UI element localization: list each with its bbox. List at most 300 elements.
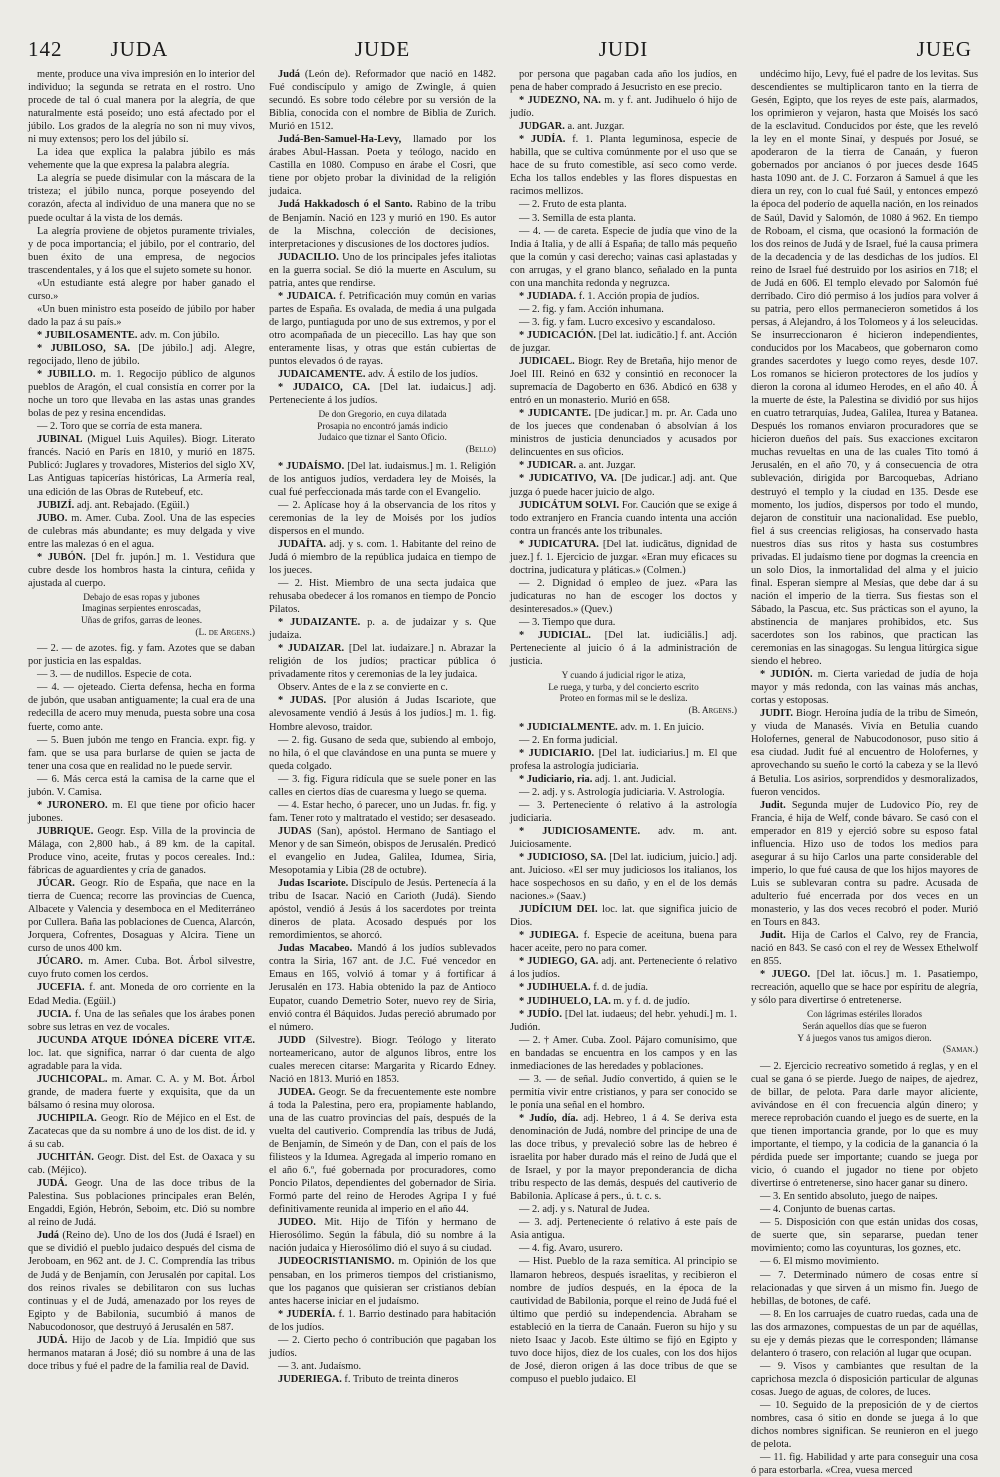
dictionary-entry	[28, 146, 255, 172]
column-2	[269, 68, 496, 1477]
entry-headword: * JUDICACIÓN.	[519, 329, 596, 341]
entry-headword: * JUDERÍA.	[278, 1308, 336, 1320]
entry-definition: — 4. Conjunto de buenas cartas.	[760, 1204, 896, 1216]
entry-headword: JUCIA.	[37, 1008, 72, 1020]
entry-definition: [De judicar.] m. pr. Ar. Cada uno de los jueces que condenaban ó absolvían á los ministros de justicia denunciados y acusados por delincuentes en sus oficios.	[510, 408, 737, 459]
entry-definition: f. d. de judía.	[593, 982, 649, 994]
quote-line: Imaginas serpientes enroscadas,	[81, 604, 201, 615]
dictionary-entry	[510, 133, 737, 198]
dictionary-entry	[510, 1203, 737, 1216]
entry-headword: JUDÁ.	[37, 1178, 68, 1190]
entry-definition: [Por alusión á Judas Iscariote, que alevosamente vendió á Jesús á los judíos.] m. 1. fig. Hombre alevoso, traidor.	[269, 695, 496, 733]
entry-headword: * JUDICIAL.	[519, 630, 591, 642]
dictionary-entry	[751, 1190, 978, 1203]
entry-definition: m. Opinión de los que pensaban, en los primeros tiempos del cristianismo, que los paganos que quisieran ser cristianos debían antes hacerse iniciar en el judaísmo.	[269, 1256, 496, 1307]
dictionary-entry	[269, 877, 496, 942]
entry-headword: * JUBILOSO, SA.	[37, 342, 130, 354]
entry-headword: JUBRIQUE.	[37, 825, 94, 837]
header-cell-3	[510, 37, 737, 62]
dictionary-entry	[28, 825, 255, 877]
dictionary-entry	[269, 1216, 496, 1255]
entry-definition: [De júbilo.] adj. Alegre, regocijado, lleno de júbilo.	[28, 342, 255, 368]
entry-headword: JUDAICAMENTE.	[278, 369, 366, 381]
quote-line: Y á juegos vanos tus amigos dieron.	[797, 1033, 932, 1044]
column-4	[751, 68, 978, 1477]
dictionary-entry	[510, 538, 737, 577]
quote-line: Judaico que tiznar el Santo Oficio.	[318, 433, 447, 444]
dictionary-entry	[510, 929, 737, 955]
dictionary-entry	[269, 694, 496, 733]
entry-definition: «Un estudiante está alegre por haber ganado el curso.»	[28, 277, 255, 302]
entry-definition: f. 1. Acción propia de judíos.	[578, 290, 700, 302]
entry-definition: Segunda mujer de Ludovico Pío, rey de Francia, é hija de Welf, conde bávaro. Se casó con el emperador en 819 y ejerció sobre su esposo fatal influencia. Hizo uso de todos los medios para asegurar á su hijo Carlos una parte considerable del imperio, lo que fué causa de que los hijos mayores de Luis se sublevaran contra su padre. Acusada de adulterio fué encerrada por dos veces en un monasterio, y las dos veces recobró el poder. Murió en Tours en 843.	[751, 799, 978, 929]
dictionary-entry	[510, 903, 737, 929]
quote-line: Y cuando á judicial rigor le atiza,	[561, 671, 686, 682]
dictionary-entry	[751, 68, 978, 668]
entry-definition: Geogr. Río de Méjico en el Est. de Zacatecas que da su nombre á uno de los dist. de id. y á su cab.	[28, 1112, 255, 1151]
dictionary-entry	[751, 1255, 978, 1268]
quote-source: (B. Argens.)	[688, 705, 737, 716]
entry-definition: m. Amar. C. A. y M. Bot. Árbol grande, de madera fuerte y exquisita, que da un bálsamo ó resina muy olorosa.	[28, 1073, 255, 1111]
entry-definition: — 3. Semilla de esta planta.	[519, 212, 636, 224]
entry-headword: Judas Macabeo.	[278, 943, 353, 955]
column-1	[28, 68, 255, 1477]
entry-headword: JUDAS	[278, 825, 312, 837]
dictionary-entry	[269, 642, 496, 681]
entry-headword: * Judío, día.	[519, 1112, 579, 1124]
entry-headword: * JUDIHUELO, LA.	[519, 995, 611, 1007]
dictionary-entry	[28, 512, 255, 551]
quote-line: Con lágrimas estériles llorados	[807, 1010, 922, 1021]
entry-definition: Geogr. Una de las doce tribus de la Palestina. Sus poblaciones principales eran Belén, Engaddi, Egión, Hebrón, Seboim, etc. Dió su nombre al reino de Judá.	[28, 1178, 255, 1229]
dictionary-entry	[28, 1229, 255, 1333]
dictionary-entry	[28, 551, 255, 590]
dictionary-entry	[510, 316, 737, 329]
dictionary-entry	[28, 368, 255, 420]
entry-definition: — 2. adj. y s. Astrología judiciaria. V. Astrología.	[519, 786, 725, 798]
entry-definition: — 3. ant. Judaísmo.	[278, 1360, 362, 1372]
dictionary-entry	[269, 368, 496, 381]
dictionary-entry	[510, 577, 737, 616]
entry-headword: * JUDÍA.	[519, 134, 566, 146]
quote-source: (L. de Argens.)	[195, 627, 255, 638]
entry-definition: m. 1. Regocijo público de algunos pueblos de Aragón, el cual consistía en correr por la noche un toro que llevaba en las astas unas grandes bolas de pez y resina encendidas.	[28, 369, 255, 420]
entry-definition: loc. lat. que significa juicio de Dios.	[510, 904, 737, 929]
entry-definition: — 3. adj. Perteneciente ó relativo á este país de Asia antigua.	[510, 1217, 737, 1242]
entry-definition: Geogr. Se da frecuentemente este nombre á toda la Palestina, pero era, propiamente hablando, una de las cuatro provincias del país, después de la vuelta del cautiverio. Comprendía las tribus de Judá, de Benjamín, de Simeón y de Dan, con el país de los filisteos y la Idumea. Agregada al imperio romano en el año 6.º, fué gobernada por procuradores, como Poncio Pilatos, dependientes del gobernador de Siria. Formó parte del reino de Herodes Agripa I y fué definitivamente reunida al imperio en el año 44.	[269, 1086, 496, 1216]
entry-definition: [Del lat. iudiciarius.] m. El que profesa la astrología judiciaria.	[510, 747, 737, 772]
entry-headword: JUDAÍTA.	[278, 538, 327, 550]
dictionary-entry	[510, 851, 737, 903]
entry-definition: (León de). Reformador que nació en 1482. Fué condiscípulo y amigo de Zwingle, á quien secundó. Es sobre todo célebre por su versión de la Biblia, conocida con el nombre de Biblia de Zurich. Murió en 1512.	[269, 69, 496, 133]
entry-definition: — 7. Determinado número de cosas entre sí relacionadas y que sirven á un mismo fin. Juego de hebillas, de botones, de café.	[751, 1269, 978, 1307]
dictionary-entry	[28, 342, 255, 368]
dictionary-entry	[28, 642, 255, 668]
entry-definition: — 6. El mismo movimiento.	[760, 1256, 879, 1268]
header-cell-4	[751, 37, 978, 62]
entry-definition: — 4. — ojeteado. Cierta defensa, hecha en forma de jubón, que usaban antiguamente; la cual era de una redecilla de acero muy menuda, puesta sobre una cosa fuerte, como ante.	[28, 682, 255, 733]
dictionary-entry	[28, 1177, 255, 1229]
dictionary-entry	[751, 1060, 978, 1190]
entry-headword: JUCHICOPAL.	[37, 1073, 108, 1085]
entry-definition: adj. y s. com. 1. Habitante del reino de Judá ó miembro de la república judaica en tiempo de los jueces.	[269, 538, 496, 576]
guide-word-1: JUDA	[110, 37, 169, 61]
dictionary-entry	[28, 225, 255, 277]
entry-definition: «Un buen ministro esta poseído de júbilo por haber dado la paz á su país.»	[28, 303, 255, 328]
page-header	[28, 18, 978, 62]
entry-definition: adv. Á estilo de los judíos.	[368, 369, 478, 381]
dictionary-entry	[28, 433, 255, 498]
entry-definition: Mit. Hijo de Tifón y hermano de Hierosólimo. Según la fábula, dió su nombre á la nación judaica y Hierosólimo dió el suyo á su ciudad.	[269, 1217, 496, 1255]
entry-headword: * JUDAIZAR.	[278, 643, 345, 655]
entry-definition: — 2. fig. y fam. Acción inhumana.	[519, 303, 664, 315]
dictionary-entry	[510, 721, 737, 734]
entry-headword: * JUDAS.	[278, 695, 327, 707]
dictionary-entry	[269, 290, 496, 368]
quote-line: Prosapia no encontró jamás indicio	[317, 421, 448, 432]
entry-definition: loc. lat. que significa, narrar ó dar cuenta de algo agradable para la vida.	[28, 1047, 255, 1072]
entry-definition: f. Una de las señales que los árabes ponen sobre sus letras en vez de vocales.	[28, 1008, 255, 1033]
entry-definition: [Del lat. iudicātio.] f. ant. Acción de juzgar.	[510, 329, 737, 354]
entry-headword: * JUDIEGA.	[519, 930, 579, 942]
entry-headword: * JUDICIOSO, SA.	[519, 852, 607, 863]
entry-definition: [Del lat. iŏcus.] m. 1. Pasatiempo, recreación, aquello que se hace por espíritu de alegría, y sólo para divertirse ó entretenerse.	[751, 969, 978, 1007]
entry-headword: JUDGAR.	[519, 121, 565, 133]
entry-headword: * JUDIÓN.	[760, 669, 813, 681]
dictionary-entry	[510, 303, 737, 316]
entry-definition: For. Caución que se exige á todo extranjero en Francia cuando intenta una acción contra un francés ante los tribunales.	[510, 499, 737, 537]
dictionary-entry	[510, 773, 737, 786]
entry-headword: * JUDICATURA.	[519, 538, 599, 550]
entry-headword: Judá	[37, 1230, 59, 1242]
dictionary-entry	[269, 1034, 496, 1086]
entry-headword: JUDICAEL.	[519, 356, 575, 368]
dictionary-entry	[269, 538, 496, 577]
dictionary-entry	[269, 1308, 496, 1334]
quote-line: Serán aquellos días que se fueron	[802, 1021, 927, 1032]
entry-headword: * JUDEZNO, NA.	[519, 95, 601, 107]
quotation	[269, 410, 496, 456]
dictionary-entry	[28, 172, 255, 224]
entry-definition: — Hist. Pueblo de la raza semítica. Al principio se llamaron hebreos, después israelitas, y recibieron el nombre de judíos después, en la época de la cautividad de Babilonia, porque el reino de Judá fué el último que perdió su independencia. Abraham se estableció en la tierra de Canaán. Fueron su hijo y su nieto Isaac y Jacob. Este último se fijó en Egipto y tuvo doce hijos, diez de los cuales, con los dos hijos de José, dieron origen á las doce tribus de que se compuso el pueblo judaico. El	[510, 1256, 737, 1385]
dictionary-entry	[510, 1034, 737, 1073]
dictionary-entry	[510, 734, 737, 747]
dictionary-entry	[510, 981, 737, 994]
header-cell-2	[269, 37, 496, 62]
dictionary-entry	[510, 1242, 737, 1255]
dictionary-entry	[28, 499, 255, 512]
dictionary-entry	[510, 198, 737, 211]
entry-definition: — 3. — de señal. Judío convertido, á quien se le permitía vivir entre cristianos, y para ser conocido se le ponía una señal en el hombro.	[510, 1073, 737, 1111]
dictionary-entry	[510, 616, 737, 629]
dictionary-entry	[269, 1373, 496, 1386]
entry-definition: — 2. adj. y s. Natural de Judea.	[519, 1204, 650, 1216]
column-3	[510, 68, 737, 1477]
dictionary-entry	[28, 277, 255, 303]
quote-line: Uñas de grifos, garras de leones.	[80, 616, 203, 627]
dictionary-entry	[510, 747, 737, 773]
dictionary-entry	[751, 707, 978, 798]
entry-headword: * JUDAICO, CA.	[278, 382, 371, 394]
entry-definition: — 3. fig. y fam. Lucro excesivo y escandaloso.	[519, 316, 716, 328]
entry-definition: [Del lat. iudicātus, dignidad de juez.] f. 1. Ejercicio de juzgar. «Eran muy eficaces su doctrina, judicatura y pláticas.» (Colmen.)	[510, 538, 737, 576]
entry-definition: — 2. Aplícase hoy á la observancia de los ritos y ceremonias de la ley de Moisés por los judíos dispersos en el mundo.	[269, 499, 496, 537]
entry-definition: (Silvestre). Biogr. Teólogo y literato norteamericano, autor de algunos libros, entre los cuales merecen citarse: Margarita y Ricardo Edney. Nació en 1813. Murió en 1853.	[269, 1034, 496, 1085]
dictionary-entry	[510, 825, 737, 851]
entry-definition: — 2. fig. Gusano de seda que, subiendo al embojo, no hila, ó el que clavándose en una punta se muere y queda colgado.	[269, 734, 496, 772]
entry-headword: * JUDICANTE.	[519, 408, 592, 420]
entry-definition: por persona que pagaban cada año los judíos, en pena de haber comprado á Jesucristo en ese precio.	[510, 69, 737, 94]
quote-line: Proteo en formas mil se le desliza.	[559, 694, 688, 705]
entry-definition: f. 1. Barrio destinado para habitación de los judíos.	[269, 1308, 496, 1333]
entry-definition: Geogr. Esp. Villa de la provincia de Málaga, con 2,800 hab., á 89 km. de la capital. Produce vino, aceite, frutas y pocos cereales. Ind.: fábricas de aguardientes y cría de ganados.	[28, 825, 255, 877]
entry-headword: JUDERIEGA.	[278, 1373, 342, 1385]
dictionary-entry	[510, 1216, 737, 1242]
entry-definition: adj. ant. Perteneciente ó relativo á los judíos.	[510, 956, 737, 981]
entry-headword: JUDEOCRISTIANISMO.	[278, 1256, 395, 1268]
dictionary-entry	[269, 825, 496, 877]
dictionary-entry	[269, 681, 496, 694]
entry-definition: f. ant. Moneda de oro corriente en la Edad Media. (Egüil.)	[28, 982, 255, 1007]
dictionary-entry	[28, 799, 255, 825]
entry-definition: llamado por los árabes Abul-Hassan. Poeta y teólogo, nacido en Castilla en 1080. Compuso en árabe el Cosri, que tiene por objeto probar la divinidad de la religión judaica.	[269, 134, 496, 198]
dictionary-entry	[269, 773, 496, 799]
dictionary-entry	[510, 499, 737, 538]
dictionary-entry	[28, 1334, 255, 1373]
entry-definition: m. y f. ant. Judihuelo ó hijo de judío.	[510, 95, 737, 120]
entry-headword: JUDACILIO.	[278, 251, 339, 263]
entry-definition: m. Amer. Cuba. Bot. Árbol silvestre, cuyo fruto comen los cerdos.	[28, 956, 255, 981]
entry-headword: * JUEGO.	[760, 969, 811, 981]
dictionary-entry	[28, 1073, 255, 1112]
dictionary-entry	[510, 955, 737, 981]
entry-headword: * JUDAICA.	[278, 290, 336, 302]
entry-definition: — 3. Tiempo que dura.	[519, 616, 616, 628]
quote-line: Debajo de esas ropas y jubones	[83, 592, 200, 603]
entry-headword: Judá Hakkadosch ó el Santo.	[278, 199, 413, 211]
entry-definition: [Del lat. iudaeus; del hebr. yehudí.] m. 1. Judión.	[510, 1008, 737, 1033]
dictionary-entry	[751, 799, 978, 929]
page-number: 142	[28, 37, 63, 61]
entry-headword: JUDIT.	[760, 708, 794, 720]
entry-headword: * JUBÓN.	[37, 551, 86, 563]
entry-headword: * JUDICATIVO, VA.	[519, 473, 617, 485]
entry-definition: — 3. — de nudillos. Especie de cota.	[37, 669, 192, 681]
entry-headword: Judit.	[760, 930, 786, 942]
dictionary-entry	[269, 799, 496, 825]
dictionary-entry	[751, 1451, 978, 1477]
entry-definition: — 9. Visos y cambiantes que resultan de la caprichosa mezcla ó disposición particular de algunas cosas. Juego de aguas, de colores, de luces.	[751, 1360, 978, 1398]
entry-headword: * JURONERO.	[37, 799, 108, 811]
entry-headword: * JUBILOSAMENTE.	[37, 329, 138, 341]
entry-headword: JUDD	[278, 1034, 306, 1046]
dictionary-entry	[28, 303, 255, 329]
entry-definition: (San), apóstol. Hermano de Santiago el Menor y de san Simeón, obispos de Jerusalén. Predicó el evangelio en Judea, Galilea, Idumea, Siria, Mesopotamia y Libia (28 de octubre).	[269, 825, 496, 877]
dictionary-entry	[510, 290, 737, 303]
dictionary-entry	[510, 68, 737, 94]
entry-definition: m. Cierta variedad de judía de hoja mayor y más redonda, con las vainas más anchas, cortas y estoposas.	[751, 669, 978, 707]
entry-headword: * JUDICIARIO.	[519, 747, 595, 759]
dictionary-entry	[28, 1008, 255, 1034]
entry-definition: f. Petrificación muy común en varias partes de España. Es ovalada, de media á una pulgada de largo, puntiaguda por uno de sus extremos, y por el otro acompañada de un piececillo. Las hay que son enteramente lisas, y otras que están cubiertas de puntos elevados ó de rayas.	[269, 290, 496, 368]
entry-headword: JUDÁ.	[37, 1334, 68, 1346]
dictionary-entry	[751, 1216, 978, 1255]
entry-headword: * JUBILLO.	[37, 369, 96, 381]
entry-definition: adj. Hebreo, 1 á 4. Se deriva esta denominación de Judá, nombre del principe de una de las doce tribus, y prevaleció sobre las de hebreo é israelita por haber durado más el reino de Judá que el de Israel, y por la mayor preponderancia de dicha tribu respecto de las demás, después del cautiverio de Babilonia. Aplícase á pers., ú. t. c. s.	[510, 1112, 737, 1203]
entry-definition: — 2. En forma judicial.	[519, 734, 618, 746]
entry-definition: — 11. fig. Habilidad y arte para conseguir una cosa ó para estorbarla. «Crea, vuesa merced	[751, 1452, 978, 1477]
quotation	[510, 671, 737, 717]
entry-definition: [Del lat. iudaismus.] m. 1. Religión de los antiguos judíos, verdadera ley de Moisés, la cual fué perfeccionada más tarde con el Evangelio.	[269, 460, 496, 498]
entry-definition: adv. m. ant. Juiciosamente.	[510, 825, 737, 850]
dictionary-entry	[269, 381, 496, 407]
dictionary-entry	[28, 955, 255, 981]
entry-definition: — 3. Perteneciente ó relativo á la astrología judiciaria.	[510, 799, 737, 824]
dictionary-entry	[751, 1308, 978, 1360]
entry-headword: * JUDICAR.	[519, 460, 577, 472]
dictionary-entry	[751, 929, 978, 968]
entry-definition: — 3. En sentido absoluto, juego de naipes.	[760, 1191, 938, 1203]
guide-word-2: JUDE	[354, 37, 411, 61]
dictionary-entry	[510, 799, 737, 825]
dictionary-entry	[751, 668, 978, 707]
dictionary-entry	[28, 734, 255, 773]
entry-definition: Observ. Antes de e la z se convierte en c.	[278, 682, 448, 694]
dictionary-entry	[510, 120, 737, 133]
entry-definition: — 2. Fruto de esta planta.	[519, 199, 627, 211]
entry-headword: * JUDAIZANTE.	[278, 617, 361, 629]
entry-definition: m. Amer. Cuba. Zool. Una de las especies de culebras más abundante; es muy delgada y vive entre las malezas ó en el agua.	[28, 512, 255, 550]
quotation	[28, 593, 255, 639]
dictionary-entry	[510, 212, 737, 225]
dictionary-entry	[269, 734, 496, 773]
entry-definition: (Miguel Luis Aquiles). Biogr. Literato francés. Nació en París en 1810, y murió en 1875. Publicó: Juglares y trovadores, Misterios del siglo XV, Las Antiguas tapicerías históricas, La Armería real, una edición de las Obras de Rutebeuf, etc.	[28, 434, 255, 498]
entry-headword: * JUDICIOSAMENTE.	[519, 825, 641, 837]
dictionary-entry	[269, 616, 496, 642]
dictionary-entry	[751, 1203, 978, 1216]
entry-definition: — 3. fig. Figura ridícula que se suele poner en las calles en ciertos días de cuaresma y luego se quema.	[269, 773, 496, 798]
entry-headword: * JUDIEGO, GA.	[519, 956, 599, 968]
entry-definition: — 10. Seguido de la preposición de y de ciertos nombres, casa ó sitio en donde se juega á lo que dichos nombres significan. Se reunieron en el juego de pelota.	[751, 1399, 978, 1451]
entry-headword: JUCHITÁN.	[37, 1152, 94, 1164]
entry-definition: Biogr. Heroína judía de la tribu de Simeón, y viuda de Manasés. Vivía en Betulia cuando Holofernes, general de Nabucodonosor, puso sitio á esa ciudad. Judit fué al encuentro de Holofernes, y aprovechando su sueño le cortó la cabeza y se la llevó á Betulia. Los asirios, sorprendidos y desmoralizados, fueron vencidos.	[751, 708, 978, 798]
entry-headword: * JUDAÍSMO.	[278, 460, 345, 472]
dictionary-entry	[28, 773, 255, 799]
dictionary-entry	[510, 94, 737, 120]
dictionary-entry	[751, 1399, 978, 1451]
entry-definition: Hijo de Jacob y de Lía. Impidió que sus hermanos mataran á José; dió su nombre á una de las doce tribus y fué el padre de la familia real de David.	[28, 1334, 255, 1372]
entry-definition: — 8. En los carruajes de cuatro ruedas, cada una de las dos armazones, compuestas de un par de aquéllas, su eje y demás piezas que le corresponden; llámanse delantero ó trasero, con relación al lugar que ocupan.	[751, 1308, 978, 1359]
entry-headword: JUBINAL	[37, 434, 83, 446]
dictionary-entry	[510, 225, 737, 290]
entry-headword: JUDEO.	[278, 1217, 316, 1229]
entry-headword: Judit.	[760, 799, 786, 811]
entry-definition: adj. ant. Rebajado. (Egüil.)	[76, 499, 190, 511]
dictionary-entry	[269, 577, 496, 616]
entry-headword: JUDEA.	[278, 1086, 316, 1098]
entry-definition: Discípulo de Jesús. Pertenecía á la tribu de Isacar. Nació en Carioth (Judá). Siendo apóstol, vendió á Jesús á los sacerdotes por treinta dineros de plata. Acosado después por los remordimientos, se ahorcó.	[269, 878, 496, 942]
entry-definition: Rabino de la tribu de Benjamín. Nació en 123 y murió en 190. Es autor de la Mischna, colección de decisiones, interpretaciones y discusiones de los doctores judíos.	[269, 199, 496, 250]
entry-definition: — 4. fig. Avaro, usurero.	[519, 1243, 623, 1255]
entry-headword: * JUDIHUELA.	[519, 982, 591, 994]
dictionary-entry	[28, 877, 255, 955]
dictionary-entry	[28, 981, 255, 1007]
dictionary-entry	[28, 68, 255, 146]
entry-definition: — 2. Ejercicio recreativo sometido á reglas, y en el cual se gana ó se pierde. Juego de naipes, de ajedrez, de billar, de pelota. Para darle mayor aliciente, avivándose en él con frecuencia algún dinero; y merece reprobación cuando el juego es de suerte, en la que tienen importancia grande, por lo que es muy importante, el tiempo, y la codicia de la ganancia ó la pérdida puede ser importante; cuando se juega por vicio, ó cuando el jugador no tiene por objeto divertirse ó entretenerse, sino hacer ganar su dinero.	[751, 1060, 978, 1190]
dictionary-entry	[510, 786, 737, 799]
entry-headword: * Judiciario, ria.	[519, 773, 593, 785]
entry-definition: Geogr. Dist. del Est. de Oaxaca y su cab. (Méjico).	[28, 1152, 255, 1177]
dictionary-entry	[269, 499, 496, 538]
dictionary-entry	[269, 460, 496, 499]
entry-definition: adv. m. Con júbilo.	[140, 329, 220, 341]
dictionary-entry	[28, 681, 255, 733]
entry-definition: adv. m. 1. En juicio.	[620, 721, 704, 733]
dictionary-entry	[28, 329, 255, 342]
entry-definition: [Del lat. iudiciālis.] adj. Perteneciente al juicio ó á la administración de justicia.	[510, 630, 737, 668]
dictionary-entry	[510, 1008, 737, 1034]
entry-headword: JUCUNDA ATQUE IDÓNEA DÍCERE VITÆ.	[37, 1034, 255, 1046]
entry-definition: La alegría proviene de objetos puramente triviales, y de poca importancia; el júbilo, por el contrario, del buen éxito de una empresa, de negocios trascendentales, y á los que el sujeto somete su honor.	[28, 225, 255, 276]
quote-source: (Saman.)	[942, 1045, 978, 1056]
dictionary-entry	[510, 995, 737, 1008]
quotation	[751, 1010, 978, 1056]
entry-headword: JUCEFIA.	[37, 982, 85, 994]
dictionary-entry	[510, 459, 737, 472]
entry-definition: — 4. Estar hecho, ó parecer, uno un Judas. fr. fig. y fam. Tener roto y maltratado el vestido; ser desaseado.	[269, 799, 496, 824]
dictionary-entry	[28, 420, 255, 433]
entry-headword: Judas Iscariote.	[278, 878, 349, 890]
entry-headword: JUCHIPILA.	[37, 1112, 97, 1124]
entry-definition: [De judicar.] adj. ant. Que juzga ó puede hacer juicio de algo.	[510, 473, 737, 498]
entry-definition: — 5. Buen jubón me tengo en Francia. expr. fig. y fam. que se usa para burlarse de quien se jacta de tener una cosa que en realidad no le puede servir.	[28, 734, 255, 772]
text-columns	[28, 68, 978, 1477]
dictionary-entry	[269, 198, 496, 250]
entry-definition: [Del fr. jupón.] m. 1. Vestidura que cubre desde los hombros hasta la cintura, ceñida y ajustada al cuerpo.	[28, 551, 256, 589]
entry-headword: JÚCAR.	[37, 878, 75, 890]
dictionary-entry	[28, 1112, 255, 1151]
entry-definition: f. Especie de aceituna, buena para hacer aceite, pero no para comer.	[510, 930, 737, 955]
dictionary-entry	[510, 1073, 737, 1112]
dictionary-entry	[269, 133, 496, 198]
entry-headword: * JUDIADA.	[519, 290, 577, 302]
dictionary-entry	[510, 1112, 737, 1203]
entry-definition: La idea que explica la palabra júbilo es más vehemente que la que expresa la palabra alegría.	[28, 147, 255, 172]
entry-definition: (Reino de). Uno de los dos (Judá é Israel) en que se dividió el pueblo judaico después del cisma de Jeroboam, en 962 ant. de J. C. Comprendía las tribus de Judá y de Benjamín, con Jerusalén por capital. Los dos reinos rivales se debilitaron con sus luchas continuas y el de Judá, amenazado por los reyes de Egipto y de Babilonia, sucumbió á manos de Nabucodonosor, que destruyó á Jerusalén en 587.	[28, 1230, 255, 1333]
dictionary-entry	[28, 1151, 255, 1177]
entry-headword: JÚCARO.	[37, 956, 83, 968]
entry-definition: p. a. de judaizar y s. Que judaiza.	[269, 617, 496, 642]
entry-definition: adj. 1. ant. Judicial.	[594, 773, 677, 785]
guide-word-3: JUDI	[598, 37, 649, 61]
entry-definition: — 2. Dignidad ó empleo de juez. «Para las judicaturas no han de escoger los doctos y desinteresados.» (Quev.)	[510, 577, 737, 615]
dictionary-entry	[751, 1269, 978, 1308]
dictionary-entry	[269, 251, 496, 290]
entry-definition: Biogr. Rey de Bretaña, hijo menor de Joel III. Reinó en 632 y consintió en reconocer la supremacía de Dagoberto en 636. Abdicó en 638 y entró en un monasterio. Murió en 658.	[510, 356, 737, 407]
entry-definition: — 6. Más cerca está la camisa de la carne que el jubón. V. Camisa.	[28, 773, 255, 798]
dictionary-entry	[510, 407, 737, 459]
entry-headword: JUBO.	[37, 512, 68, 524]
entry-definition: Hija de Carlos el Calvo, rey de Francia, nació en 843. Se casó con el rey de Wessex Ethelwolf en 855.	[751, 930, 978, 968]
dictionary-entry	[269, 1255, 496, 1307]
dictionary-entry	[510, 355, 737, 407]
entry-definition: a. ant. Juzgar.	[567, 121, 625, 133]
header-cell-1	[28, 37, 255, 62]
entry-definition: — 5. Disposición con que están unidas dos cosas, de suerte que, sin separarse, puedan tener movimiento; como las coyunturas, los goznes, etc.	[751, 1217, 978, 1255]
entry-definition: — 2. Toro que se corría de esta manera.	[37, 421, 203, 433]
entry-definition: f. Tributo de treinta dineros	[344, 1373, 459, 1385]
dictionary-entry	[510, 629, 737, 668]
